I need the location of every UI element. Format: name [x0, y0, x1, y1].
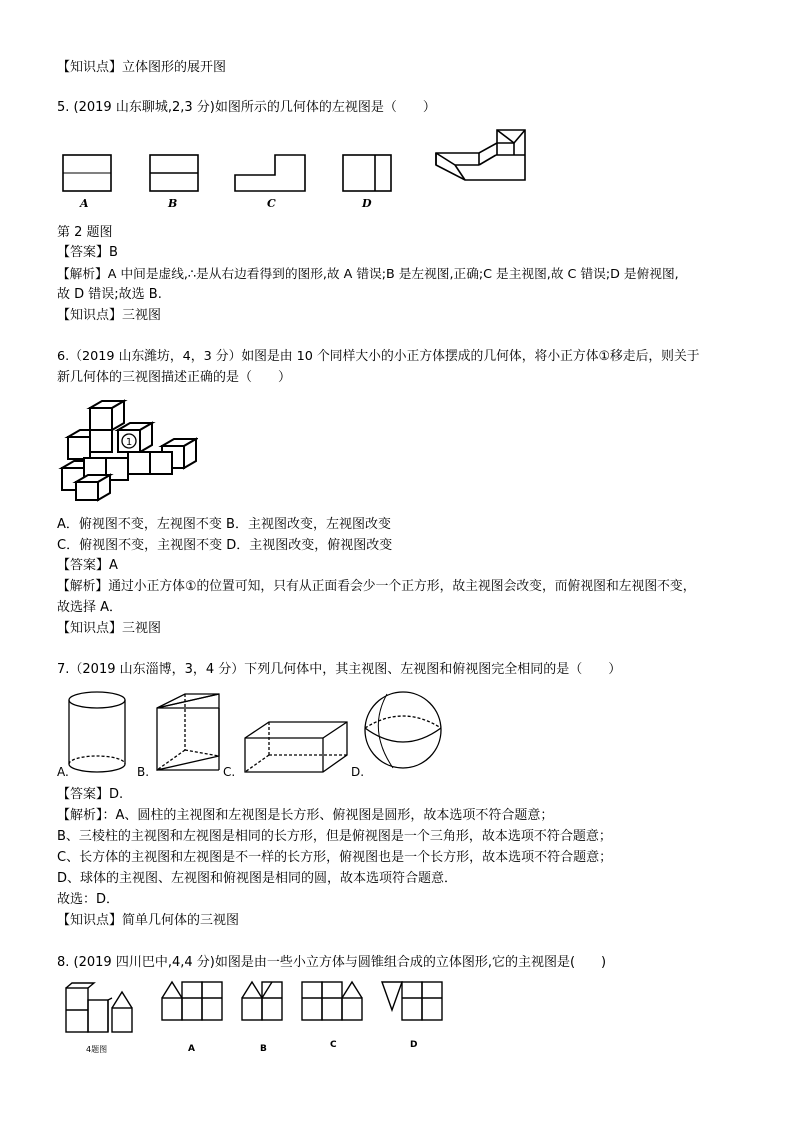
q6-answer: 【答案】A [57, 558, 118, 573]
q5-answer: 【答案】B [57, 245, 118, 260]
q6-title-line1: 6.（2019 山东潍坊，4，3 分）如图是由 10 个同样大小的小正方体摆成的几何体，将小正方体①移走后，则关于 [57, 349, 700, 364]
q8-option-a-label: A [188, 1044, 195, 1054]
q7-figure [57, 688, 457, 783]
q6-analysis-line1: 【解析】通过小正方体①的位置可知，只有从正面看会少一个正方形，故主视图会改变，而俯视图和左视图不变， [57, 579, 696, 594]
q8-figure-caption: 4题图 [86, 1045, 108, 1054]
q6-cube-number-mark: 1 [125, 437, 133, 448]
q5-option-b-label: B [168, 197, 178, 210]
q7-title: 7.（2019 山东淄博，3，4 分）下列几何体中，其主视图、左视图和俯视图完全相同的是（ ） [57, 662, 622, 677]
q8-option-b-label: B [260, 1044, 267, 1054]
q7-analysis-line4: D、球体的主视图、左视图和俯视图是相同的圆，故本选项符合题意． [57, 871, 458, 886]
q6-cube-figure [58, 398, 198, 503]
q7-analysis-line2: B、三棱柱的主视图和左视图是相同的长方形，但是俯视图是一个三角形，故本选项不符合题意； [57, 829, 612, 844]
q7-analysis-line5: 故选：D． [57, 892, 120, 907]
q6-title-line2: 新几何体的三视图描述正确的是（ ） [57, 370, 292, 385]
q6-analysis-line2: 故选择 A． [57, 600, 123, 615]
q5-analysis-line2: 故 D 错误;故选 B. [57, 287, 162, 302]
q8-option-c-label: C [330, 1040, 337, 1050]
q6-options-line1: A．俯视图不变，左视图不变 B．主视图改变，左视图改变 [57, 517, 391, 532]
q5-knowledge-point: 【知识点】三视图 [57, 308, 162, 323]
q7-option-a-label: A. [57, 765, 69, 779]
q5-analysis-line1: 【解析】A 中间是虚线,∴是从右边看得到的图形,故 A 错误;B 是左视图,正确;C 是主视图,故 C 错误;D 是俯视图, [57, 266, 679, 281]
q5-title: 5. (2019 山东聊城,2,3 分)如图所示的几何体的左视图是（ ） [57, 100, 436, 115]
q7-analysis-line1: 【解析】：A、圆柱的主视图和左视图是长方形、俯视图是圆形，故本选项不符合题意； [57, 808, 554, 823]
q8-figure [60, 978, 460, 1058]
q7-option-d-label: D. [351, 765, 365, 779]
q8-option-d-label: D [410, 1040, 418, 1050]
q5-figure [55, 125, 535, 220]
q6-options-line2: C．俯视图不变，主视图不变 D．主视图改变，俯视图改变 [57, 538, 393, 553]
q7-knowledge-point: 【知识点】简单几何体的三视图 [57, 913, 240, 928]
q5-caption: 第 2 题图 [57, 225, 113, 240]
q8-title: 8. (2019 四川巴中,4,4 分)如图是由一些小立方体与圆锥组合成的立体图形,它的主视图是( ) [57, 955, 607, 970]
q5-option-d-label: D [362, 197, 372, 210]
q5-option-a-label: A [80, 197, 89, 210]
q7-option-b-label: B. [137, 765, 150, 779]
q7-analysis-line3: C、长方体的主视图和左视图是不一样的长方形，俯视图也是一个长方形，故本选项不符合题意； [57, 850, 613, 865]
q7-answer: 【答案】D. [57, 787, 124, 802]
knowledge-point-top: 【知识点】立体图形的展开图 [57, 60, 227, 75]
q5-option-c-label: C [267, 197, 276, 210]
q6-knowledge-point: 【知识点】三视图 [57, 621, 162, 636]
q7-option-c-label: C. [223, 765, 236, 779]
